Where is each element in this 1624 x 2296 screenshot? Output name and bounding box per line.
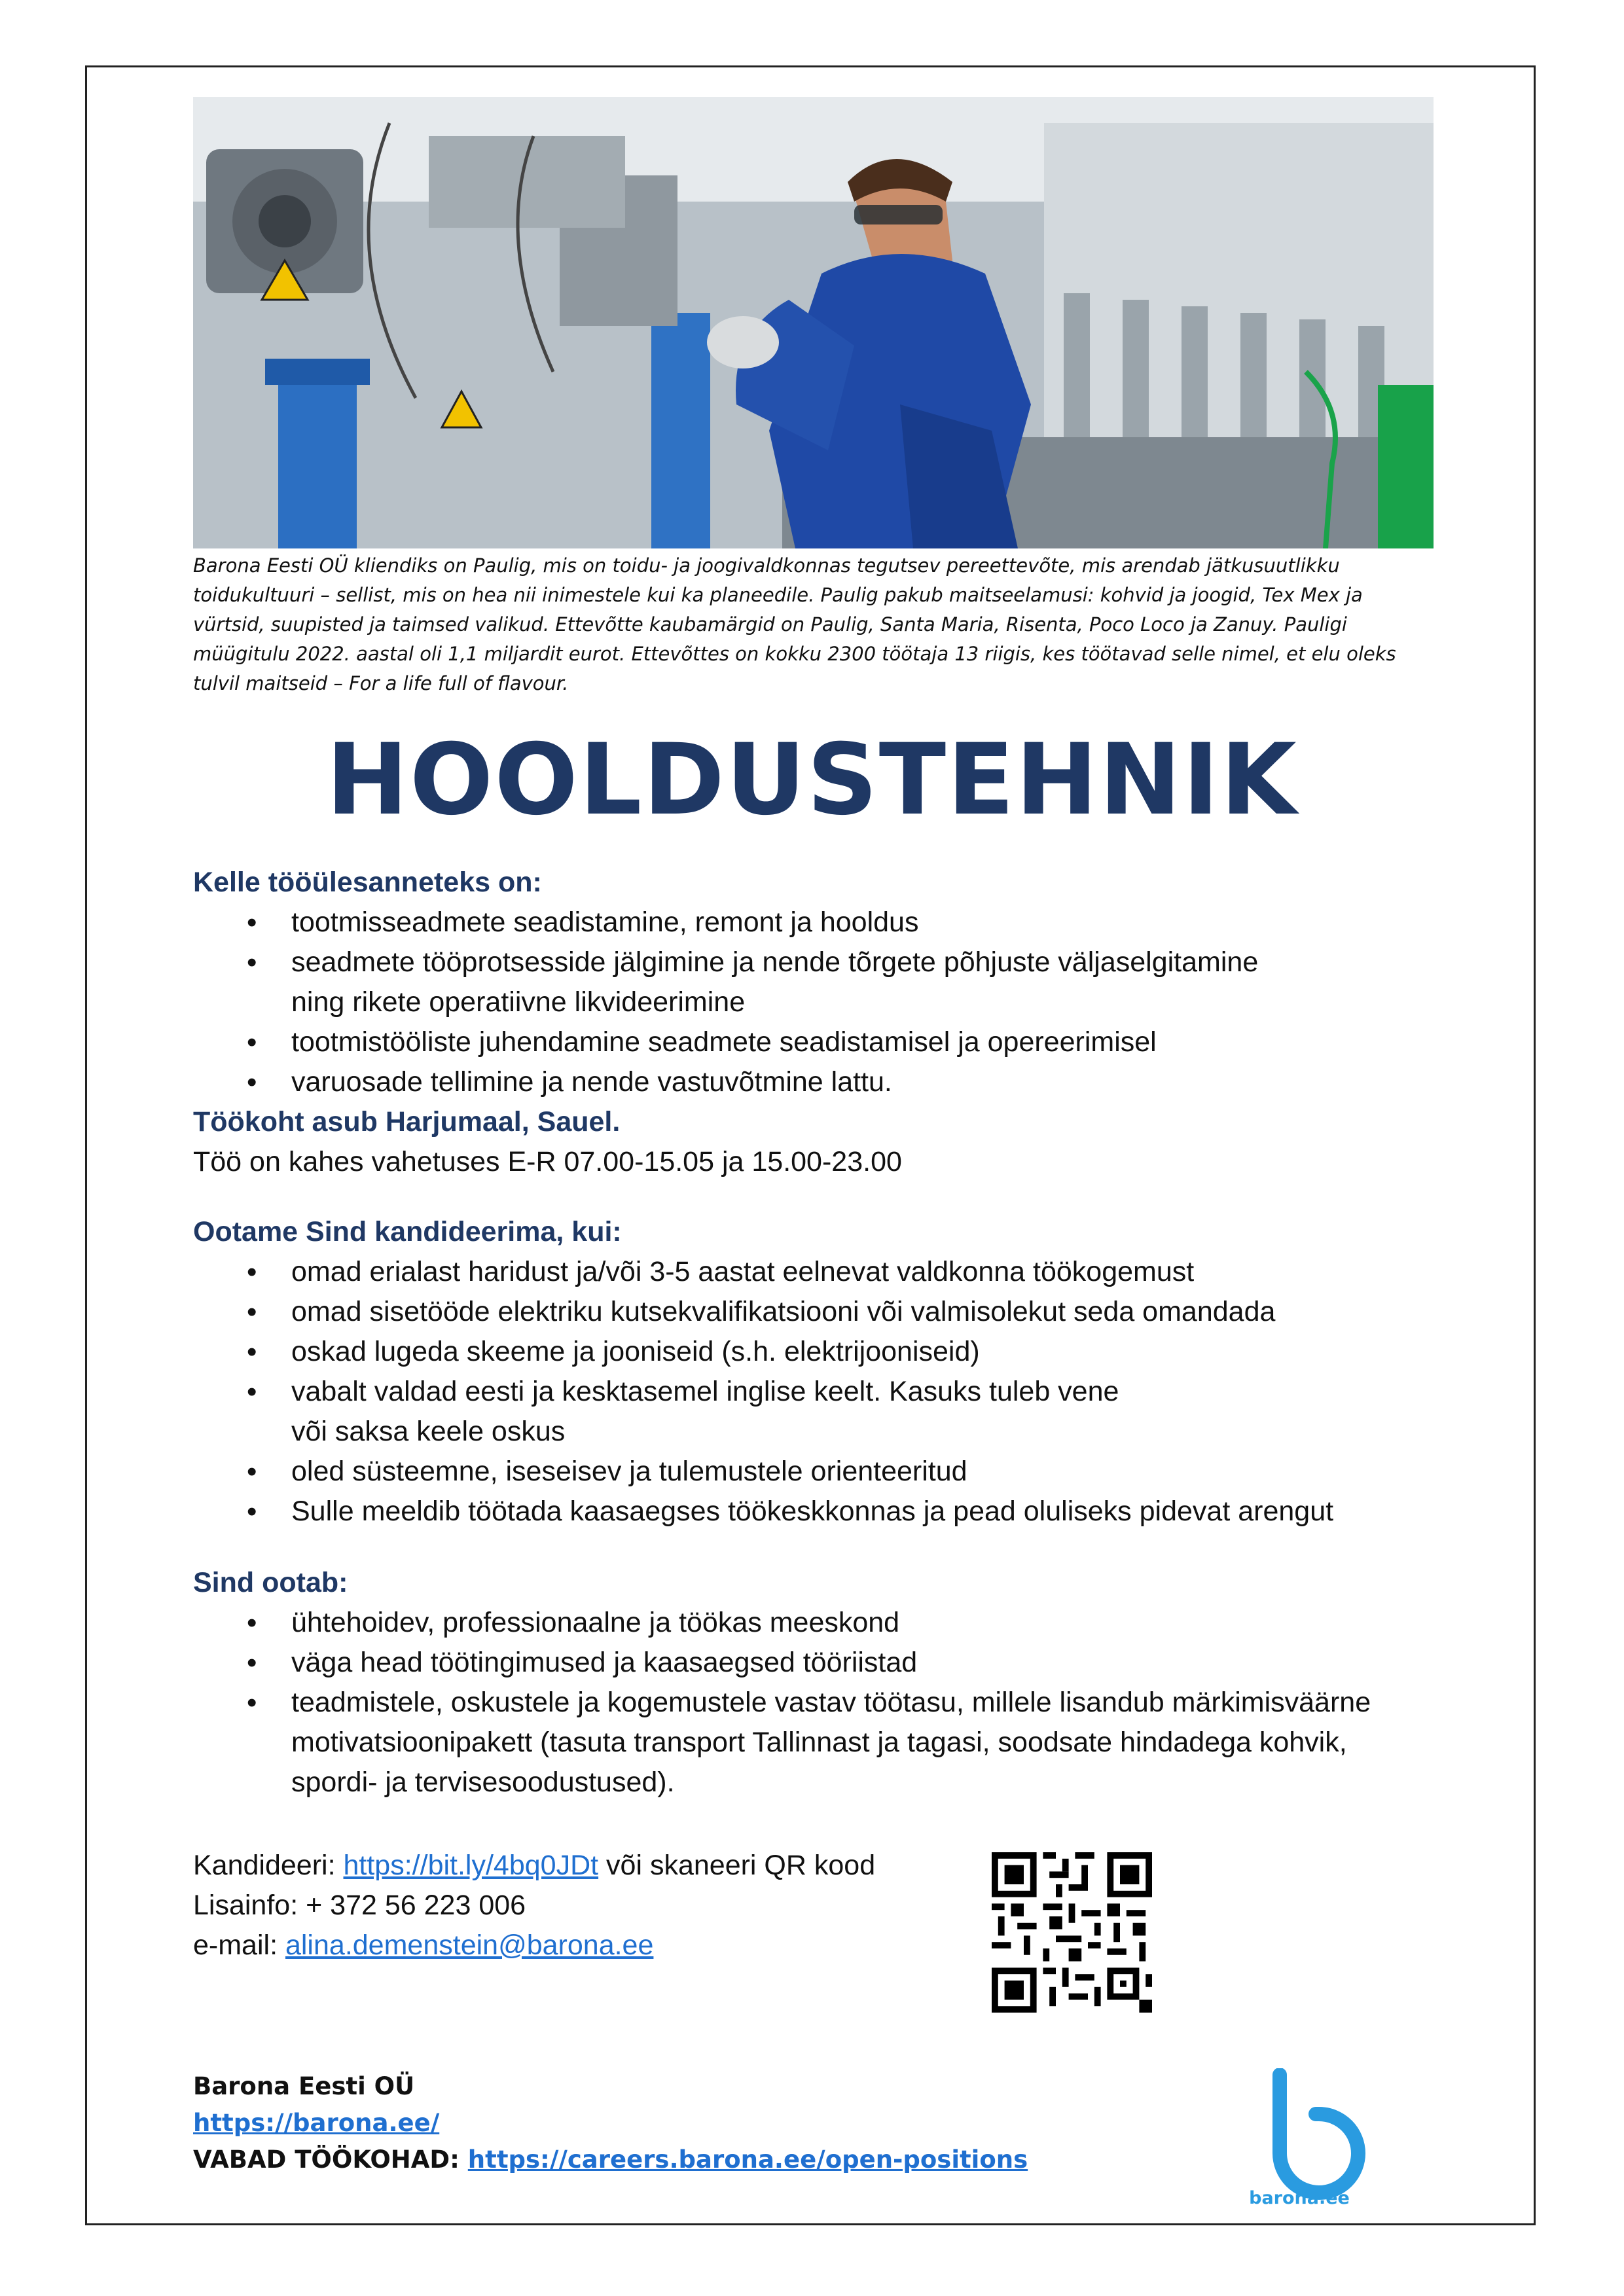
tasks-list bbox=[193, 903, 1437, 1102]
jobs-label: VABAD TÖÖKOHAD: bbox=[193, 2145, 468, 2174]
apply-suffix: või skaneeri QR kood bbox=[598, 1850, 876, 1881]
technician-photo-illustration bbox=[193, 97, 1434, 548]
list-item: • Sulle meeldib töötada kaasaegses töökeskkonnas ja pead oluliseks pidevat arengut bbox=[193, 1492, 1437, 1532]
list-item: • teadmistele, oskustele ja kogemustele vastav töötasu, millele lisandub märkimisväärne motivatsioonipakett (tasuta transport Tallinnast ja tagasi, soodsate hindadega kohvik, spordi- ja tervisesoodustused). bbox=[193, 1683, 1437, 1803]
list-item: • tootmistööliste juhendamine seadmete seadistamisel ja opereerimisel bbox=[193, 1022, 1437, 1062]
company-name: Barona Eesti OÜ bbox=[193, 2072, 415, 2100]
list-item: • oled süsteemne, iseseisev ja tulemustele orienteeritud bbox=[193, 1452, 1437, 1492]
website-link[interactable]: https://barona.ee/ bbox=[193, 2109, 440, 2137]
requirements-section bbox=[193, 1212, 1437, 1532]
list-item: • ühtehoidev, professionaalne ja töökas meeskond bbox=[193, 1603, 1437, 1643]
company-intro: Barona Eesti OÜ kliendiks on Paulig, mis on toidu- ja joogivaldkonnas tegutsev pereettevõte, mis arendab jätkusuutlikku toidukultuuri – sellist, mis on hea nii inimestele kui ka planeedile. Paulig pakub maitseelamusi: kohvid ja joogid, Tex Mex ja vürtsid, suupisted ja taimsed valikud. Ettevõtte kaubamärgid on Paulig, Santa Maria, Risenta, Poco Loco ja Zanuy. Pauligi müügitulu 2022. aastal oli 1,1 miljardit eurot. Ettevõttes on kokku 2300 töötaja 13 riigis, kes töötavad selle nimel, et elu oleks tulvil maitseid – For a life full of flavour. bbox=[193, 554, 1396, 694]
phone-number: + 372 56 223 006 bbox=[306, 1890, 526, 1921]
list-item: • varuosade tellimine ja nende vastuvõtmine lattu. bbox=[193, 1062, 1437, 1102]
offer-list bbox=[193, 1603, 1437, 1803]
offer-section bbox=[193, 1563, 1437, 1803]
location-heading: Töökoht asub Harjumaal, Sauel. bbox=[193, 1106, 621, 1138]
info-line bbox=[193, 1886, 875, 1926]
footer bbox=[193, 2068, 1028, 2178]
logo-text: barona.ee bbox=[1249, 2188, 1350, 2208]
apply-label: Kandideeri: bbox=[193, 1850, 344, 1881]
contact-block bbox=[193, 1846, 875, 1965]
requirements-heading: Ootame Sind kandideerima, kui: bbox=[193, 1216, 622, 1247]
list-item: • vabalt valdad eesti ja kesktasemel inglise keelt. Kasuks tuleb vene või saksa keele oskus bbox=[193, 1372, 1437, 1452]
tasks-heading: Kelle tööülesanneteks on: bbox=[193, 867, 542, 898]
job-title: HOOLDUSTEHNIK bbox=[326, 723, 1298, 837]
email-label: e-mail: bbox=[193, 1929, 285, 1961]
list-item: • väga head töötingimused ja kaasaegsed tööriistad bbox=[193, 1643, 1437, 1683]
email-line bbox=[193, 1926, 875, 1965]
list-item: • omad erialast haridust ja/või 3-5 aastat eelnevat valdkonna töökogemust bbox=[193, 1252, 1437, 1292]
jobs-link[interactable]: https://careers.barona.ee/open-positions bbox=[467, 2145, 1028, 2174]
apply-link[interactable]: https://bit.ly/4bq0JDt bbox=[343, 1850, 599, 1881]
info-label: Lisainfo: bbox=[193, 1890, 306, 1921]
header-photo bbox=[193, 97, 1434, 548]
shift-info: Töö on kahes vahetuses E-R 07.00-15.05 ja 15.00-23.00 bbox=[193, 1146, 902, 1177]
list-item: • tootmisseadmete seadistamine, remont ja hooldus bbox=[193, 903, 1437, 942]
list-item: • omad sisetööde elektriku kutsekvalifikatsiooni või valmisolekut seda omandada bbox=[193, 1292, 1437, 1332]
offer-heading: Sind ootab: bbox=[193, 1567, 348, 1598]
list-item: • seadmete tööprotsesside jälgimine ja nende tõrgete põhjuste väljaselgitamine ning rikete operatiivne likvideerimine bbox=[193, 942, 1437, 1022]
apply-line bbox=[193, 1846, 875, 1886]
qr-code-icon[interactable] bbox=[992, 1852, 1152, 2013]
requirements-list bbox=[193, 1252, 1437, 1532]
email-link[interactable]: alina.demenstein@barona.ee bbox=[285, 1929, 654, 1961]
tasks-section bbox=[193, 863, 1437, 1182]
list-item: • oskad lugeda skeeme ja jooniseid (s.h. elektrijooniseid) bbox=[193, 1332, 1437, 1372]
